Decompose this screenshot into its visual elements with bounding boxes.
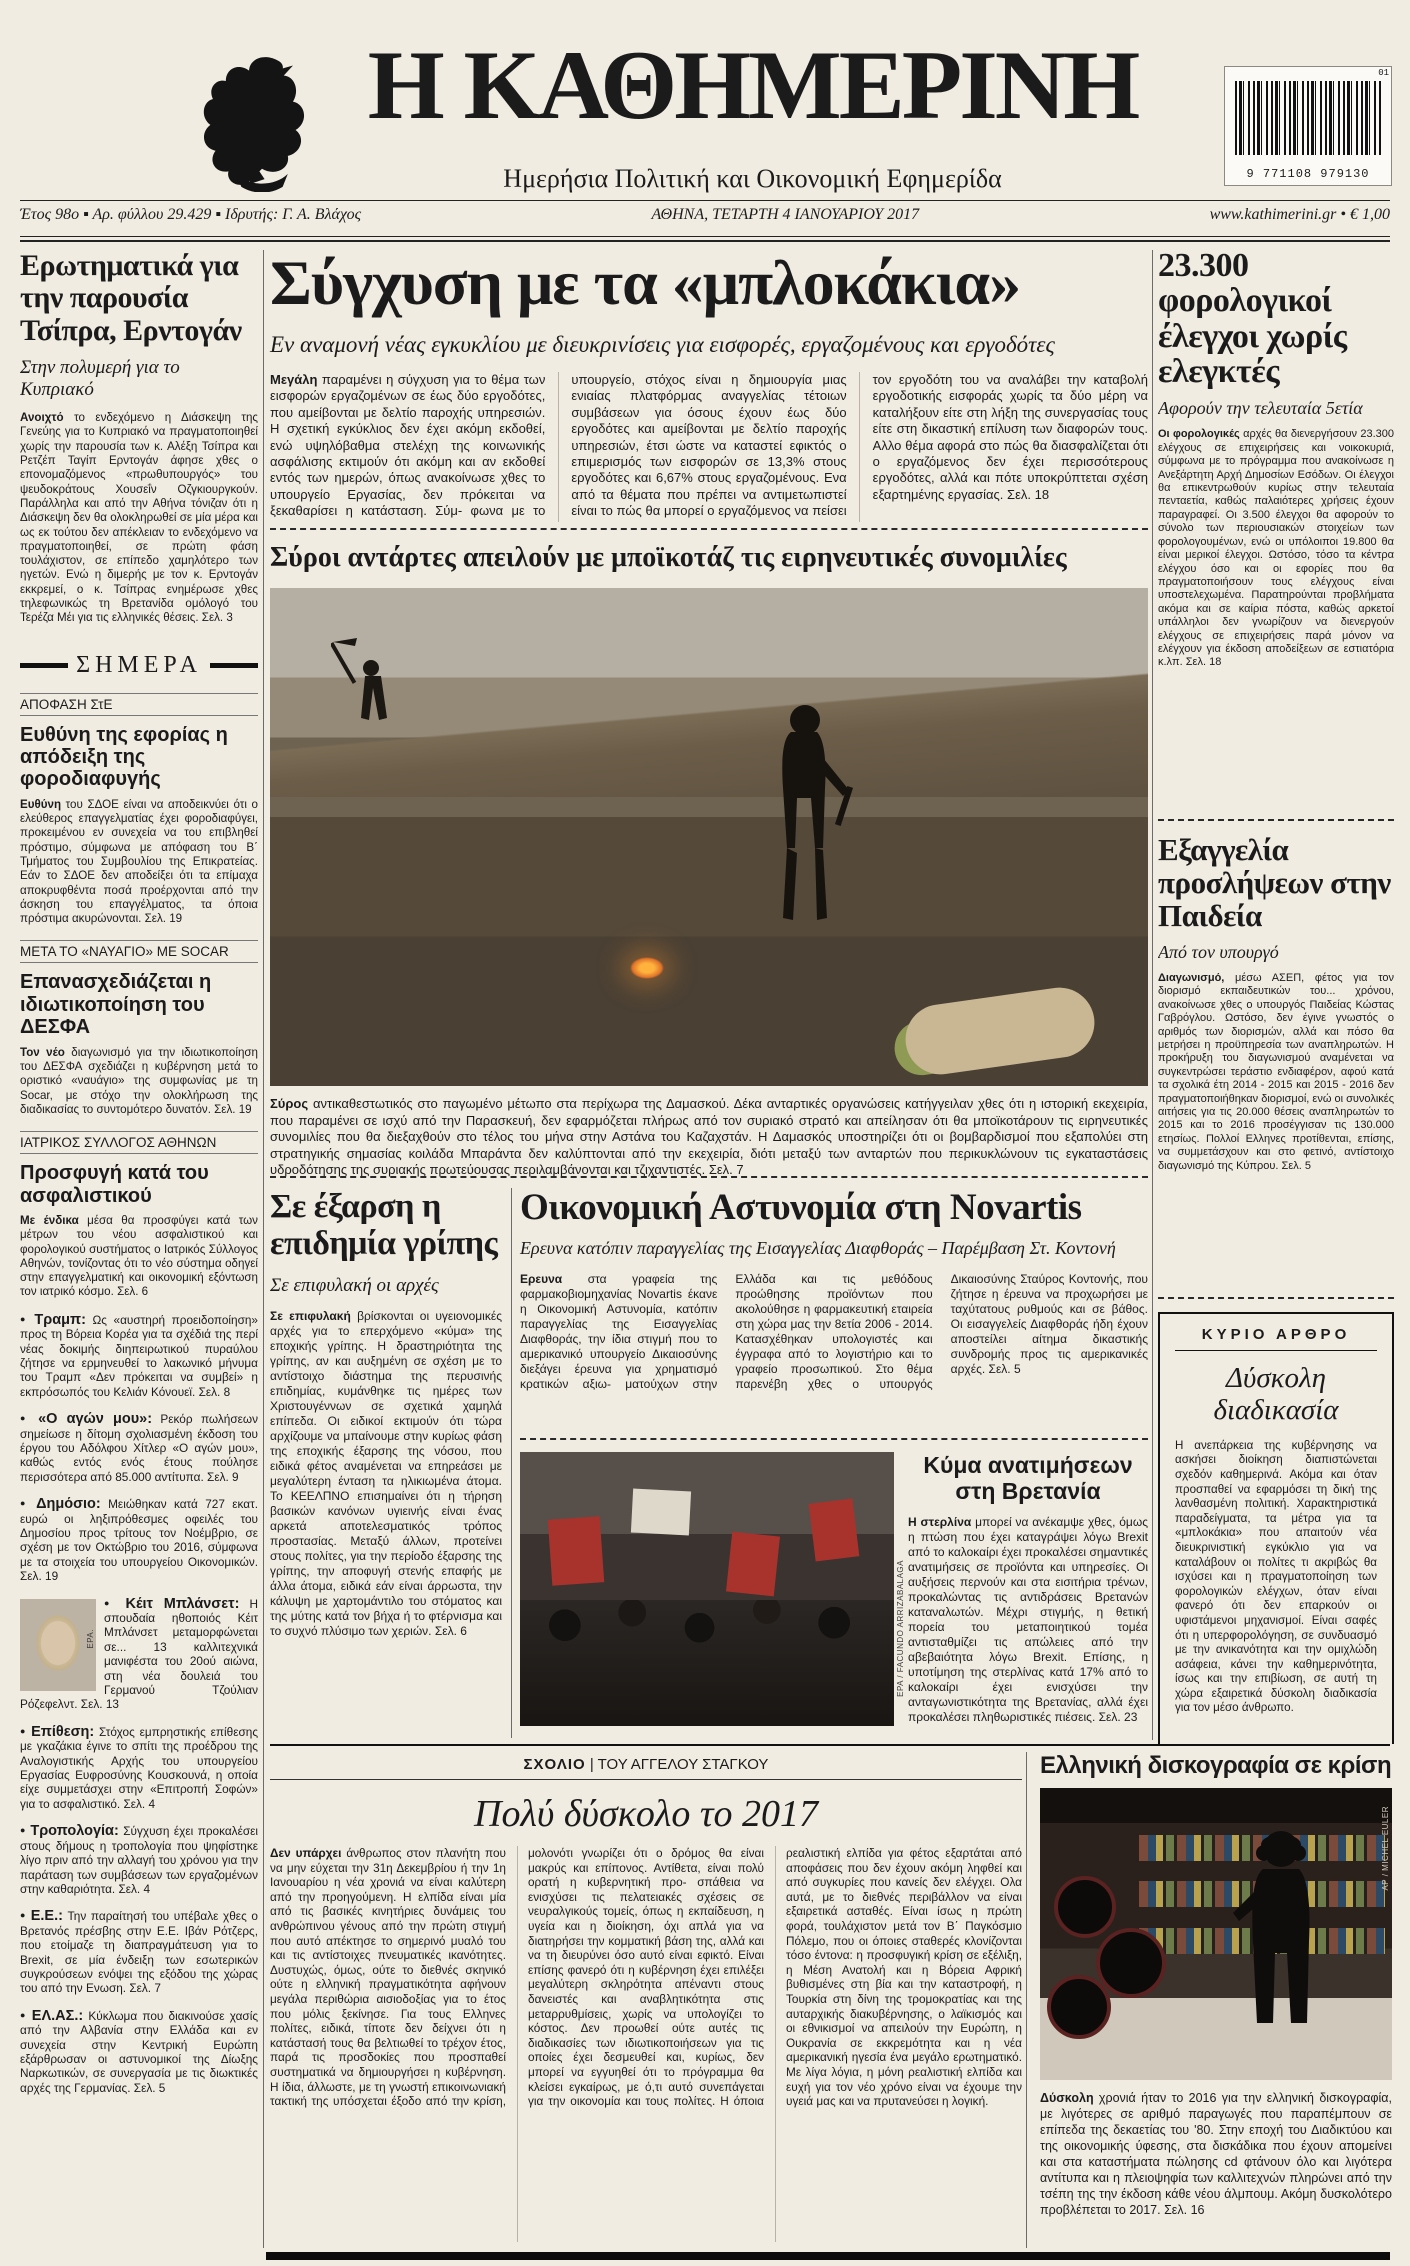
listening-station bbox=[1096, 1928, 1166, 1998]
syria-headline: Σύροι αντάρτες απειλούν με μποϊκοτάζ τις ειρηνευτικές συνομιλίες bbox=[270, 542, 1067, 573]
item-body: Με ένδικα μέσα θα προσφύγει κατά των μέτρων του νέου ασφαλιστικού και φορολογικού συστήματος ο Ιατρικός Σύλλογος Αθηνών, τονίζοντας ότι το νέο σύστημα οδηγεί στην επαγγελματική και οικονομική εξόντωση τον ιατρικό κόσμο. Σελ. 6 bbox=[20, 1213, 258, 1299]
education-subhead: Από τον υπουργό bbox=[1158, 942, 1279, 963]
divider bbox=[20, 240, 1390, 242]
novartis-col-1: στα γραφεία της φαρμακοβιομηχανίας Novartis έκανε η Οικονομική Αστυνομία, κατόπιν παραγγελίας της Εισαγγελίας Διαφθοράς, την ίδια στιγμή που το αμερικανικό υπουργείο Δικαιοσύνης διεξάγει έρευνα για χρηματισμό κρατικών αξιω- bbox=[520, 1272, 718, 1391]
novartis-body: Ερευνα στα γραφεία της φαρμακοβιομηχανίας Novartis έκανε η Οικονομική Αστυνομία, κατόπιν παραγγελίας της Εισαγγελίας Διαφθοράς, την ίδια στιγμή που το αμερικανικό υπουργείο Δικαιοσύνης διεξάγει έρευνα για χρηματισμό κρατικών αξιω- ματούχων στην Ελλάδα και τις μεθόδους προώθησης προϊόντων που ακολούθησε η φαρμακευτική εταιρεία στη χώρα μας την 8ετία 2006 - 2014. Κατασχέθηκαν υπολογιστές και έγγραφα από το λογιστήριο και το γραφείο προσωπικού. Στο θέμα παρενέβη χθες ο υπουργός Δικαιοσύνης Σταύρος Κοντονής, που ζήτησε η έρευνα να προχωρήσει με ταχύτατους ρυθμούς και σε βάθος. Οι εισαγγελείς Διαφθοράς ήδη έχουν αποστείλει αίτημα δικαστικής συνδρομής προς τις αμερικανικές αρχές. Σελ. 5 bbox=[520, 1272, 1148, 1391]
sidebar-brief-eu: ● Ε.Ε.: Την παραίτησή του υπέβαλε χθες ο Βρετανός πρέσβης στην Ε.Ε. Ιβάν Ρότζερς, που ετοίμαζε τη διαπραγμάτευση για το Brexit, σε μία ένδειξη των εσωτερικών συγκρούσεων ενόψει της εξόδου της χώρας του από την Ενωση. Σελ. 7 bbox=[20, 1908, 258, 1995]
sidebar-brief-public-debt: ● Δημόσιο: Μειώθηκαν κατά 727 εκατ. ευρώ οι ληξιπρόθεσμες οφειλές του Δημοσίου προς τρίτους τον Νοέμβριο, σε σχέση με τον Οκτώβριο του 2016, σύμφωνα με τα στοιχεία του υπουργείου Οικονομικών. Σελ. 19 bbox=[20, 1496, 258, 1583]
decorative-bar bbox=[210, 663, 258, 668]
red-placard bbox=[808, 1499, 859, 1562]
syria-caption: Σύρος αντικαθεστωτικός στο παγωμένο μέτωπο στα περίχωρα της Δαμασκού. Δέκα ανταρτικές οργανώσεις κατήγγειλαν χθες ότι η ιστορική εκεχειρία, που παραμένει σε ισχύ από την Παρασκευή, δεν εφαρμόζεται πλήρως από τον συριακό στρατό και απείλησαν ότι θα μποϊκοτάρουν τις ειρηνευτικές συνομιλίες που θα διεξαχθούν στο τέλος του μήνα στην Αστάνα του Καζαχστάν. Η Δαμασκός υποστηρίζει ότι οι βομβαρδισμοί που εξαπολύει στη στρατηγικής σημασίας κοιλάδα Μπαράντα δεν καλύπτονται από την εκεχειρία, διότι μεταξύ των ανταρτών που περικυκλώνουν τις εγκαταστάσεις υδροδότησης της συριακής πρωτεύουσας περιλαμβάνονται και τζιχαντιστές. Σελ. 7 bbox=[270, 1096, 1148, 1178]
left-sidebar bbox=[20, 250, 258, 2252]
fold-bar bbox=[266, 2252, 1390, 2260]
divider bbox=[270, 1744, 1390, 1746]
lead-word: Μεγάλη bbox=[270, 372, 318, 387]
dateline-date: ΑΘΗΝΑ, ΤΕΤΑΡΤΗ 4 ΙΑΝΟΥΑΡΙΟΥ 2017 bbox=[651, 206, 920, 223]
divider bbox=[1026, 1752, 1027, 2248]
campfire bbox=[630, 957, 664, 979]
sidebar-lead-headline: Ερωτηματικά για την παρουσία Τσίπρα, Ερντογάν bbox=[20, 250, 242, 347]
masthead-title: Η ΚΑΘΗΜΕΡΙΝΗ bbox=[367, 31, 1138, 140]
tax-audits-body: Οι φορολογικές αρχές θα διενεργήσουν 23.300 ελέγχους σε επιχειρήσεις και νοικοκυριά, σύμφωνα με το πρόγραμμα που ανακοίνωσε η Ανεξάρτητη Αρχή Δημοσίων Εσόδων. Οι έλεγχοι θα επικεντρωθούν κυρίως στην τελευταία πενταετία, καθώς παλαιότερες χρήσεις έχουν παραγραφεί. Οι 3.500 έλεγχοι θα αφορούν το σύνολο των περιουσιακών στοιχείων των φορολογουμένων, ενώ οι υπόλοιποι 19.800 θα είναι μερικοί έλεγχοι. Ωστόσο, τόσο τα κέντρα ελέγχου όσο και οι εφορίες που θα πραγματοποιήσουν τους ελέγχους είναι υποστελεχωμένα. Παρατηρούνται προβλήματα ακόμα και σε καίρια πόστα, καθώς αρκετοί υπάλληλοι δεν γνωρίζουν να διενεργούν ελέγχους σε επιχειρήσεις παρά μόνον να ελέγχουν για έκδοση αποδείξεων σε εστιατόρια κ.λπ. Σελ. 18 bbox=[1158, 428, 1394, 669]
education-body: Διαγωνισμό, μέσω ΑΣΕΠ, φέτος για τον διορισμό εκπαιδευτικών του... χρόνου, ανακοίνωσε χθες ο υπουργός Παιδείας Κώστας Γαβρόγλου. Ωστόσο, δεν έγινε γνωστός ο αριθμός των διορισμών, αλλά και πόσο θα μετρήσει η προϋπηρεσία των αναπληρωτών. Η προκήρυξη του διαγωνισμού αναμένεται να συγκεντρώσει τεράστιο ενδιαφέρον, αφού κατά τα σχολικά έτη 2014 - 2015 και 2015 - 2016 δεν πραγματοποιήθηκαν διορισμοί, ενώ οι συνολικές αιτήσεις για τις 20.000 θέσεις αναπληρωτών το 2015 και το 2016 προσέγγισαν τις 130.000 ετησίως. Πολλοί Ελληνες προτίθενται, επίσης, να συμμετάσχουν και στο φετινό, αντίστοιχο διαγωνισμό της Κύπρου. Σελ. 5 bbox=[1158, 972, 1394, 1172]
editorial-body: Η ανεπάρκεια της κυβέρνησης να ασκήσει διοίκηση διαπιστώνεται σχεδόν καθημερινά. Ακόμα και όταν προσπαθεί να εφαρμόσει τη δική της λανθασμένη πολιτική. Χαρακτηριστικά παραδείγματα, τα μέτρα για τα «μπλοκάκια» που απαιτούν νέα διευκρινιστική εγκύκλιο για να καταλάβουν οι πολίτες τι ακριβώς θα ισχύσει και η πραγματοποίηση των φορολογικών ελέγχων, όταν είναι φανερό ότι δεν επαρκούν οι υφιστάμενοι μηχανισμοί. Είναι σαφές ότι η υπερφορολόγηση, σε συνδυασμό με την ανικανότητα και την ομιχλώδη ασάφεια, κάνει την καθημερινότητα, ίσως και την επιβίωση, σε αυτή τη χώρα εξαιρετικά δύσκολη διαδικασία για τον μέσο άνθρωπο. bbox=[1175, 1438, 1377, 1715]
listening-station bbox=[1047, 1975, 1111, 2039]
barcode-stripes-icon bbox=[1235, 81, 1381, 155]
photo-credit: ΕΡΑ. bbox=[85, 1628, 95, 1649]
sidebar-brief-amendment: ● Τροπολογία: Σύγχυση έχει προκαλέσει στους δήμους η τροπολογία που ψηφίστηκε λίγο πριν από την αλλαγή του χρόνου για την παράταση των συμβάσεων των εργαζομένων στην καθαριότητα. Σελ. 4 bbox=[20, 1823, 258, 1896]
flu-body: Σε επιφυλακή βρίσκονται οι υγειονομικές αρχές για το επερχόμενο «κύμα» της εποχικής γρίπης. Η δραστηριότητα της γρίπης, αν και αυξημένη σε σχέση με το αντίστοιχο διάστημα της περυσινής επιδημίας, κυμάνθηκε τις ημέρες των Χριστουγέννων σε σχετικά χαμηλά επίπεδα. Οι ειδικοί εκτιμούν ότι τώρα αρχίζουμε να μπαίνουμε στην κυρίως φάση της εποχικής έξαρσης της νόσου, που ειδικά φέτος αναμένεται να επηρεάσει με μεγαλύτερη ένταση τα ηλικιωμένα άτομα. Το ΚΕΕΛΠΝΟ επισημαίνει ότι η τήρηση βασικών κανόνων υγιεινής είναι ένας αρκετά αποτελεσματικός τρόπος προστασίας. Μεταξύ άλλων, προτείνει στους πολίτες, για την περίοδο έξαρσης της γρίπης, την αποφυγή στενής επαφής με άλλα άτομα, ειδικά εάν είναι άρρωστα, την κάλυψη με χαρτομάντιλο του στόματος και της μύτης κατά τον βήχα ή το φτέρνισμα και το συχνό πλύσιμο των χεριών. Σελ. 6 bbox=[270, 1308, 502, 1638]
item-kicker: ΜΕΤΑ ΤΟ «ΝΑΥΑΓΙΟ» ΜΕ SOCAR bbox=[20, 940, 258, 963]
divider bbox=[20, 236, 1390, 237]
main-headline: Σύγχυση με τα «μπλοκάκια» bbox=[270, 247, 1021, 318]
simera-title: ΣΗΜΕΡΑ bbox=[76, 651, 202, 678]
main-body-col-3: ο εργαζόμενος να πείσει τον εργοδότη του να αναλάβει την καταβολή εργοδοτικής εισφοράς χωρίς τα δύο μέρη να καταλήξουν είτε στη λήξη της συνεργασίας τους είτε στη δικαστική επίλυση των διαφορών τους. Αλλο θέμα αφορά στο πώς θα διασφαλίζεται ότι ο εργαζόμενος δεν έχει περισσότερους εργοδότες, αλλά και πότε υποκρύπτεται σχέση εξαρτημένης εργασίας. Σελ. 18 bbox=[707, 372, 1148, 519]
item-headline: Προσφυγή κατά του ασφαλιστικού bbox=[20, 1162, 209, 1207]
editorial-title: Δύσκολη διαδικασία bbox=[1213, 1362, 1339, 1426]
sidebar-item-isa bbox=[20, 1131, 258, 1300]
red-placard bbox=[726, 1532, 780, 1597]
discography-headline: Ελληνική δισκογραφία σε κρίση bbox=[1040, 1752, 1392, 1779]
commentary-col-2: σπάθεια να ενισχύσει τις πελατειακές σχέσεις σε νευραλγικούς τομείς, όπως η εκπαίδευση, η υγεία και η διοίκηση, όχι απλά για να διατηρήσει την κομματική βάση της, αλλά και να τη διευρύνει όσο αυτό είναι εφικτό. Είναι επίσης φανερό ότι η κυβέρνηση έχει επιλέξει μεγαλύτερη σκληρότητα απέναντι στους δανειστές και αναβλητικότητα στις μεταρρυθμίσεις, χωρίς να υπολογίζει το κόστος. Δεν προωθεί ούτε αυτές τις διαδικασίες των ιδιωτικοποιήσεων για τις οποίες έχει δεσμευθεί και, κυρίως, δεν μπορεί να εγγυηθεί ότι το πρόγραμμα θα κλείσει εγκαίρως, με ό,τι αυτό συνεπάγεται για την οικονομία και τους πολίτες. Η όποια ρεαλιστική ελπίδα για φέτος εξαρτάται από αποφάσεις που δεν έχουν ακόμη ληφθεί και από συγκυρίες που κανείς δεν ελέγχει. bbox=[528, 1846, 1022, 2109]
sidebar-brief-police: ● ΕΛ.ΑΣ.: Κύκλωμα που διακινούσε χασίς από την Αλβανία στην Ελλάδα και εν συνεχεία στην Κεντρική Ευρώπη εξάρθρωσαν οι αστυνομικοί της Δίωξης Ναρκωτικών, σε συνεργασία με τις διωκτικές αρχές της Γερμανίας. Σελ. 5 bbox=[20, 2008, 258, 2095]
commentary-kicker bbox=[270, 1752, 1022, 1780]
sidebar-brief-trump: ● Τραμπ: Ως «αυστηρή προειδοποίηση» προς τη Βόρεια Κορέα για τα σχέδιά της περί νέας δοκιμής διηπειρωτικού πυραύλου ζήτησε να ερμηνευθεί το λακωνικό μήνυμα του Τραμπ «Δεν πρόκειται να συμβεί» η εκπρόσωπός του Κελιάν Κόνουεϊ. Σελ. 8 bbox=[20, 1312, 258, 1399]
dashed-divider bbox=[1158, 1297, 1394, 1299]
novartis-col-3: χθες ο υπουργός Δικαιοσύνης Σταύρος Κοντονής, που ζήτησε η έρευνα να προχωρήσει με ταχύτατους ρυθμούς και σε βάθος. Οι εισαγγελείς Διαφθοράς ήδη έχουν αποστείλει αίτημα δικαστικής συνδρομής προς τις αμερικανικές αρχές. Σελ. 5 bbox=[807, 1272, 1148, 1391]
hillside bbox=[270, 648, 1148, 797]
commentary-col-1: άνθρωπος στον πλανήτη που να μην εύχεται την 31η Δεκεμβρίου ή την 1η Ιανουαρίου η νέα χρονιά να είναι καλύτερη από την προηγούμενη. Η ελπίδα είναι μία από τις βασικές κινητήριες δυνάμεις του ανθρώπινου γένους από την πρώτη στιγμή που αυτό απέκτησε το σημερινό μυαλό του και τις αντίστοιχες πνευματικές ικανότητες. Δυστυχώς, όμως, ούτε το διεθνές σκηνικό ούτε η ελληνική πραγματικότητα αφήνουν μεγάλα περιθώρια αισιοδοξίας για το έτος που μόλις ξεκίνησε. Για τους Ελληνες πολίτες, ειδικά, τίποτε δεν δείχνει ότι η κατάστασή τους θα βελτιωθεί το τρέχον έτος, παρά τις προσδοκίες που προσπαθεί συστηματικά να δημιουργήσει η κυβέρνηση. Η ίδια, άλλωστε, με τη γνωστή επικοινωνιακή τακτική της υπόσχεται έξοδο από την κρίση, μολονότι γνωρίζει ότι ο δρόμος θα είναι μακρύς και επίπονος. Αντίθετα, είναι πολύ ορατή η κυβερνητική προ- bbox=[270, 1846, 764, 2109]
divider bbox=[263, 250, 264, 2248]
novartis-col-2: ματούχων στην Ελλάδα και τις μεθόδους προώθησης προϊόντων που ακολούθησε η φαρμακευτική εταιρεία στη χώρα μας την 8ετία 2006 - 2014. Κατασχέθηκαν υπολογιστές και έγγραφα από το λογιστήριο και το γραφείο προσωπικού. Στο θέμα παρενέβη bbox=[625, 1272, 933, 1391]
commentary-kicker-author: | ΤΟΥ ΑΓΓΕΛΟΥ ΣΤΑΓΚΟΥ bbox=[589, 1756, 769, 1773]
sidebar-lead-body: Ανοιχτό το ενδεχόμενο η Διάσκεψη της Γενεύης για το Κυπριακό να πραγματοποιηθεί χωρίς την παρουσία των κ. Αλέξη Τσίπρα και Ρετζέπ Ταγίπ Ερντογάν άφησε χθες ο επονομαζόμενος «πρωθυπουργός» του ψευδοκράτους Χουσεΐν Οζγκιουργκούν. Παράλληλα και από την Αθήνα τόνιζαν ότι η Διάσκεψη δεν θα ολοκληρωθεί σε μία μέρα και ως εκ τούτου δεν απέκλειαν το ενδεχόμενο να πραγματοποιηθεί, σε πρώτη φάση τουλάχιστον, σε επίπεδο χαμηλότερο των ηγετών. Ενώ η διμερής με τον κ. Ερντογάν εκκρεμεί, ο κ. Τσίπρας ενημέρωσε χθες τηλεφωνικώς τη Βρετανίδα ομόλογό του Τερέζα Μέι για τις ελληνικές θέσεις. Σελ. 3 bbox=[20, 411, 258, 625]
griffin-logo-icon bbox=[196, 50, 328, 192]
barcode-issue: 01 bbox=[1378, 68, 1389, 78]
main-subhead: Εν αναμονή νέας εγκυκλίου με διευκρινίσεις για εισφορές, εργαζομένους και εργοδότες bbox=[270, 332, 1055, 357]
britain-article bbox=[908, 1452, 1148, 1736]
flu-subhead: Σε επιφυλακή οι αρχές bbox=[270, 1274, 439, 1296]
item-body: Ευθύνη του ΣΔΟΕ είναι να αποδεικνύει ότι ο ελεύθερος επαγγελματίας έχει φοροδιαφύγει, προκειμένου εν συνεχεία να του επιβληθεί πρόστιμο, σύμφωνα με απόφαση του Β΄ Τμήματος του Συμβουλίου της Επικρατείας. Εάν το ΣΔΟΕ δεν αποδείξει ότι τα επίμαχα αποκρυφθέντα ποσά προέρχονται από την άσκηση του επαγγέλματος, τα όποια πρόστιμα ακυρώνονται. Σελ. 19 bbox=[20, 797, 258, 926]
divider bbox=[20, 200, 1390, 201]
editorial-box bbox=[1158, 1312, 1394, 1744]
novartis-headline: Οικονομική Αστυνομία στη Novartis bbox=[520, 1187, 1082, 1228]
blanchett-photo bbox=[20, 1599, 96, 1691]
sidebar-brief-blanchett: ΕΡΑ. ● Κέιτ Μπλάνσετ: Η σπουδαία ηθοποιός Κέιτ Μπλάνσετ μεταμορφώνεται σε... 13 καλλιτεχνικά μανιφέστα του 20ού αιώνα, στη νέα δουλειά του Γερμανού Τζούλιαν Ρόζεφελντ. Σελ. 13 bbox=[20, 1596, 258, 1712]
protest-photo bbox=[520, 1452, 894, 1726]
fighter-silhouette-icon bbox=[753, 698, 863, 958]
britain-body: Η στερλίνα μπορεί να ανέκαμψε χθες, όμως η πτώση που έχει καταγράψει λόγω Brexit από το καλοκαίρι έχει προκαλέσει σημαντικές ανατιμήσεις σε προϊόντα και υπηρεσίες. Οι αυξήσεις περνούν και στα εισιτήρια τρένων, προκαλώντας τις αντιδράσεις Βρετανών καταναλωτών. Μέχρι στιγμής, η θετική πορεία του μεταποιητικού τομέα αντισταθμίζει τις απώλειες από την αβεβαιότητα λόγω Brexit. Επίσης, η υποτίμηση της στερλίνας κατά 17% από το καλοκαίρι έχει ενισχύσει την ανταγωνιστικότητα της Βρετανίας, αλλά έχει προκαλέσει πληθωριστικές πιέσεις. Σελ. 23 bbox=[908, 1514, 1148, 1724]
dateline-issue-info: Έτος 98ο ▪ Αρ. φύλλου 29.429 ▪ Ιδρυτής: Γ. Α. Βλάχος bbox=[20, 206, 362, 223]
flu-article bbox=[270, 1188, 502, 1736]
sandbag bbox=[901, 983, 1099, 1079]
commentary-kicker-label: ΣΧΟΛΙΟ bbox=[523, 1756, 586, 1773]
photo-credit: EPA / FACUNDO ARRIZABALAGA bbox=[896, 1560, 905, 1697]
white-placard bbox=[631, 1489, 691, 1536]
britain-headline: Κύμα ανατιμήσεων στη Βρετανία bbox=[923, 1452, 1133, 1505]
main-body-col-1: παραμένει η σύγχυση για το θέμα των εισφορών εργαζομένων σε έως δύο εργοδότες, που αμείβονται με δελτίο παροχής υπηρεσιών. Η σχετική εγκύκλιος δεν έχει ακόμη εκδοθεί, ενώ υψηλόβαθμα στελέχη της κοινωνικής ασφάλισης εκτιμούν ότι ακόμη και αν εκδοθεί εντός των ημερών, όπως ανακοίνωσε χθες το υπουργείο Εργασίας, δεν πρόκειται να ξεκαθαρίσει η κατάσταση. Σύμ- bbox=[270, 372, 546, 519]
item-headline: Ευθύνη της εφορίας η απόδειξη της φοροδιαφυγής bbox=[20, 723, 228, 791]
lead-word: Ανοιχτό bbox=[20, 411, 64, 425]
barcode bbox=[1224, 66, 1392, 186]
flu-headline: Σε έξαρση η επιδημία γρίπης bbox=[270, 1188, 498, 1263]
dashed-divider bbox=[270, 528, 1148, 530]
item-headline: Επανασχεδιάζεται η ιδιωτικοποίηση του ΔΕΣΦΑ bbox=[20, 971, 212, 1039]
commentary-body: Δεν υπάρχει άνθρωπος στον πλανήτη που να μην εύχεται την 31η Δεκεμβρίου ή την 1η Ιανουαρίου η νέα χρονιά να είναι καλύτερη από την προηγούμενη. Η ελπίδα είναι μία από τις βασικές κινητήριες δυνάμεις του ανθρώπινου γένους από την πρώτη στιγμή που αυτό απέκτησε το σημερινό μυαλό του και τις αντίστοιχες πνευματικές ικανότητες. Δυστυχώς, όμως, ούτε το διεθνές σκηνικό ούτε η ελληνική πραγματικότητα αφήνουν μεγάλα περιθώρια αισιοδοξίας για το έτος που μόλις ξεκίνησε. Για τους Ελληνες πολίτες, ειδικά, τίποτε δεν δείχνει ότι η κατάστασή τους θα βελτιωθεί το τρέχον έτος, παρά τις προσδοκίες που προσπαθεί συστηματικά να δημιουργήσει η κυβέρνηση. Η ίδια, άλλωστε, με τη γνωστή επικοινωνιακή τακτική της υπόσχεται έξοδο από την κρίση, μολονότι γνωρίζει ότι ο δρόμος θα είναι μακρύς και επίπονος. Αντίθετα, είναι πολύ ορατή η κυβερνητική προ- σπάθεια να ενισχύσει τις πελατειακές σχέσεις σε νευραλγικούς τομείς, όπως η εκπαίδευση, η υγεία και η διοίκηση, όχι απλά για να διατηρήσει την κομματική βάση της, αλλά και να τη διευρύνει όσο αυτό είναι εφικτό. Είναι επίσης φανερό ότι η κυβέρνηση έχει επιλέξει μεγαλύτερη σκληρότητα απέναντι στους δανειστές και αναβλητικότητα στις μεταρρυθμίσεις, χωρίς να υπολογίζει το κόστος. Δεν προωθεί ούτε αυτές τις διαδικασίες των ιδιωτικοποιήσεων για τις οποίες έχει δεσμευθεί και, κυρίως, δεν μπορεί να εγγυηθεί ότι το πρόγραμμα θα κλείσει εγκαίρως, με ό,τι αυτό συνεπάγεται για την οικονομία και τους πολίτες. Η όποια ρεαλιστική ελπίδα για φέτος εξαρτάται από αποφάσεις που δεν έχουν ακόμη ληφθεί και από συγκυρίες που κανείς δεν ελέγχει. Ολα αυτά, με το διεθνές περιβάλλον να είναι εξαιρετικά ασταθές. Είναι ίσως η πρώτη φορά, τουλάχιστον μετά τον Β΄ Παγκόσμιο Πόλεμο, που οι όποιες σταθερές κλονίζονται τόσο έντονα: η προσφυγική κρίση σε εξέλιξη, η Μέση Ανατολή και η Βόρεια Αφρική βυθισμένες στη βία και την καταστροφή, η Τουρκία στη δίνη της τρομοκρατίας και της αυταρχικής διακυβέρνησης, ο λαϊκισμός και οι εθνικισμοί να απειλούν την Ευρώπη, η Ουκρανία σε εκκρεμότητα και η νέα αμερικανική ηγεσία ένα μεγάλο ερωτηματικό. Με λίγα λόγια, η μόνη ρεαλιστική ελπίδα και ευχή για τον νέο χρόνο είναι να έχουμε την υγειά μας και να πρυτανεύσει η λογική. bbox=[270, 1846, 1022, 2109]
listening-station bbox=[1054, 1876, 1116, 1938]
sidebar-brief-mein-kampf: ● «Ο αγών μου»: Ρεκόρ πωλήσεων σημείωσε η δίτομη σχολιασμένη έκδοση του έργου του Αδόλφου Χίτλερ «Ο αγών μου», καθώς εντός ενός έτους πούλησε περισσότερα από 85.000 αντίτυπα. Σελ. 9 bbox=[20, 1411, 258, 1484]
sidebar-lead-subhead: Στην πολυμερή για το Κυπριακό bbox=[20, 357, 180, 401]
item-kicker: ΙΑΤΡΙΚΟΣ ΣΥΛΛΟΓΟΣ ΑΘΗΝΩΝ bbox=[20, 1131, 258, 1154]
dateline bbox=[20, 206, 1390, 224]
dashed-divider bbox=[270, 1176, 1148, 1178]
simera-section-header bbox=[20, 652, 258, 679]
main-article-body bbox=[270, 372, 1148, 522]
tax-audits-headline: 23.300 φορολογικοί έλεγχοι χωρίς ελεγκτές bbox=[1158, 248, 1347, 391]
sidebar-item-desfa bbox=[20, 940, 258, 1117]
dateline-site-price: www.kathimerini.gr • € 1,00 bbox=[1209, 206, 1390, 223]
discography-article bbox=[1040, 1752, 1392, 2218]
masthead-subtitle: Ημερήσια Πολιτική και Οικονομική Εφημερίδα bbox=[503, 164, 1002, 193]
digger-silhouette-icon bbox=[331, 638, 401, 748]
item-kicker: ΑΠΟΦΑΣΗ ΣτΕ bbox=[20, 693, 258, 716]
divider bbox=[511, 1188, 512, 1738]
sidebar-item-ste bbox=[20, 693, 258, 927]
tax-audits-subhead: Αφορούν την τελευταία 5ετία bbox=[1158, 398, 1363, 419]
novartis-subhead: Ερευνα κατόπιν παραγγελίας της Εισαγγελίας Διαφθοράς – Παρέμβαση Στ. Κοντονή bbox=[520, 1238, 1116, 1258]
commentary-article bbox=[270, 1752, 1022, 2250]
divider bbox=[1152, 250, 1153, 1740]
commentary-col-3: Ολα αυτά, με το διεθνές περιβάλλον να είναι εξαιρετικά ασταθές. Είναι ίσως η πρώτη φορά, τουλάχιστον μετά τον Β΄ Παγκόσμιο Πόλεμο, που οι όποιες σταθερές κλονίζονται τόσο έντονα: η προσφυγική κρίση σε εξέλιξη, η Μέση Ανατολή και η Βόρεια Αφρική βυθισμένες στη βία και την καταστροφή, η Τουρκία στη δίνη της τρομοκρατίας και της αυταρχικής διακυβέρνησης, ο λαϊκισμός και οι εθνικισμοί να απειλούν την Ευρώπη, η Ουκρανία σε εκκρεμότητα και η νέα αμερικανική ηγεσία ένα μεγάλο ερωτηματικό. Με λίγα λόγια, η μόνη ρεαλιστική ελπίδα και ευχή για τον νέο χρόνο είναι να έχουμε την υγειά μας και να πρυτανεύσει η λογική. bbox=[786, 1875, 1022, 2109]
listener-silhouette-icon bbox=[1223, 1823, 1333, 2073]
syria-photo bbox=[270, 588, 1148, 1086]
dashed-divider bbox=[1158, 819, 1394, 821]
record-store-photo bbox=[1040, 1788, 1392, 2080]
education-headline: Εξαγγελία προσλήψεων στην Παιδεία bbox=[1158, 832, 1391, 934]
red-placard bbox=[548, 1516, 604, 1585]
sidebar-brief-arson: ● Επίθεση: Στόχος εμπρηστικής επίθεσης με γκαζάκια έγινε το σπίτι της προέδρου της Αναλογιστικής Αρχής του υπουργείου Εργασίας Ευφροσύνης Κουσκουνά, η οποία είχε συμμετάσχει στην «Επιτροπή Σοφών» για το ασφαλιστικό. Σελ. 4 bbox=[20, 1724, 258, 1811]
dashed-divider bbox=[520, 1438, 1148, 1440]
editorial-kicker: ΚΥΡΙΟ ΑΡΘΡΟ bbox=[1175, 1326, 1377, 1351]
decorative-bar bbox=[20, 663, 68, 668]
discography-body: Δύσκολη χρονιά ήταν το 2016 για την ελληνική δισκογραφία, με λιγότερες σε αριθμό παραγωγές που παραπέμπουν σε επίπεδα της δεκαετίας του '80. Στην εποχή του Διαδικτύου και της οικονομικής ύφεσης, στα δισκάδικα που έχουν απομείνει και στα καταστήματα πώλησης cd φτάνουν όλο και λιγότερα αντίτυπα και η πλειοψηφία των καλλιτεχνών πληρώνει από την τσέπη της την έκδοση κάθε νέου άλμπουμ. Ακόμη δυσκολότερο προβλέπεται το 2017. Σελ. 16 bbox=[1040, 2091, 1392, 2217]
barcode-number: 9 771108 979130 bbox=[1246, 167, 1370, 181]
right-rail bbox=[1158, 248, 1394, 1744]
main-body-col-2: φωνα με το υπουργείο, στόχος είναι η δημιουργία μιας ενιαίας πλατφόρμας αναγγελίας τέτοιων συμβάσεων για όσους έχουν έως δύο εργοδότες και αμείβονται με δελτίο παροχής υπηρεσιών, έτσι ώστε να καταστεί εφικτός ο επιμερισμός των εισφορών σε 13,3% στους εργοδότες και 6,67% στους εργαζομένους. Ενα από τα θέματα που πρέπει να αντιμετωπιστεί είναι το πώς θα μπορεί bbox=[470, 372, 847, 519]
photo-credit: AP / MICHEL EULER bbox=[1381, 1806, 1390, 1891]
crowd-silhouettes bbox=[520, 1600, 894, 1726]
commentary-headline: Πολύ δύσκολο το 2017 bbox=[474, 1793, 818, 1835]
item-body: Τον νέο διαγωνισμό για την ιδιωτικοποίηση του ΔΕΣΦΑ σχεδιάζει η κυβέρνηση μετά το οριστικό «ναυάγιο» της συμφωνίας με τη Socar, με στόχο την ολοκλήρωση της διαδικασίας το συντομότερο δυνατόν. Σελ. 19 bbox=[20, 1045, 258, 1116]
